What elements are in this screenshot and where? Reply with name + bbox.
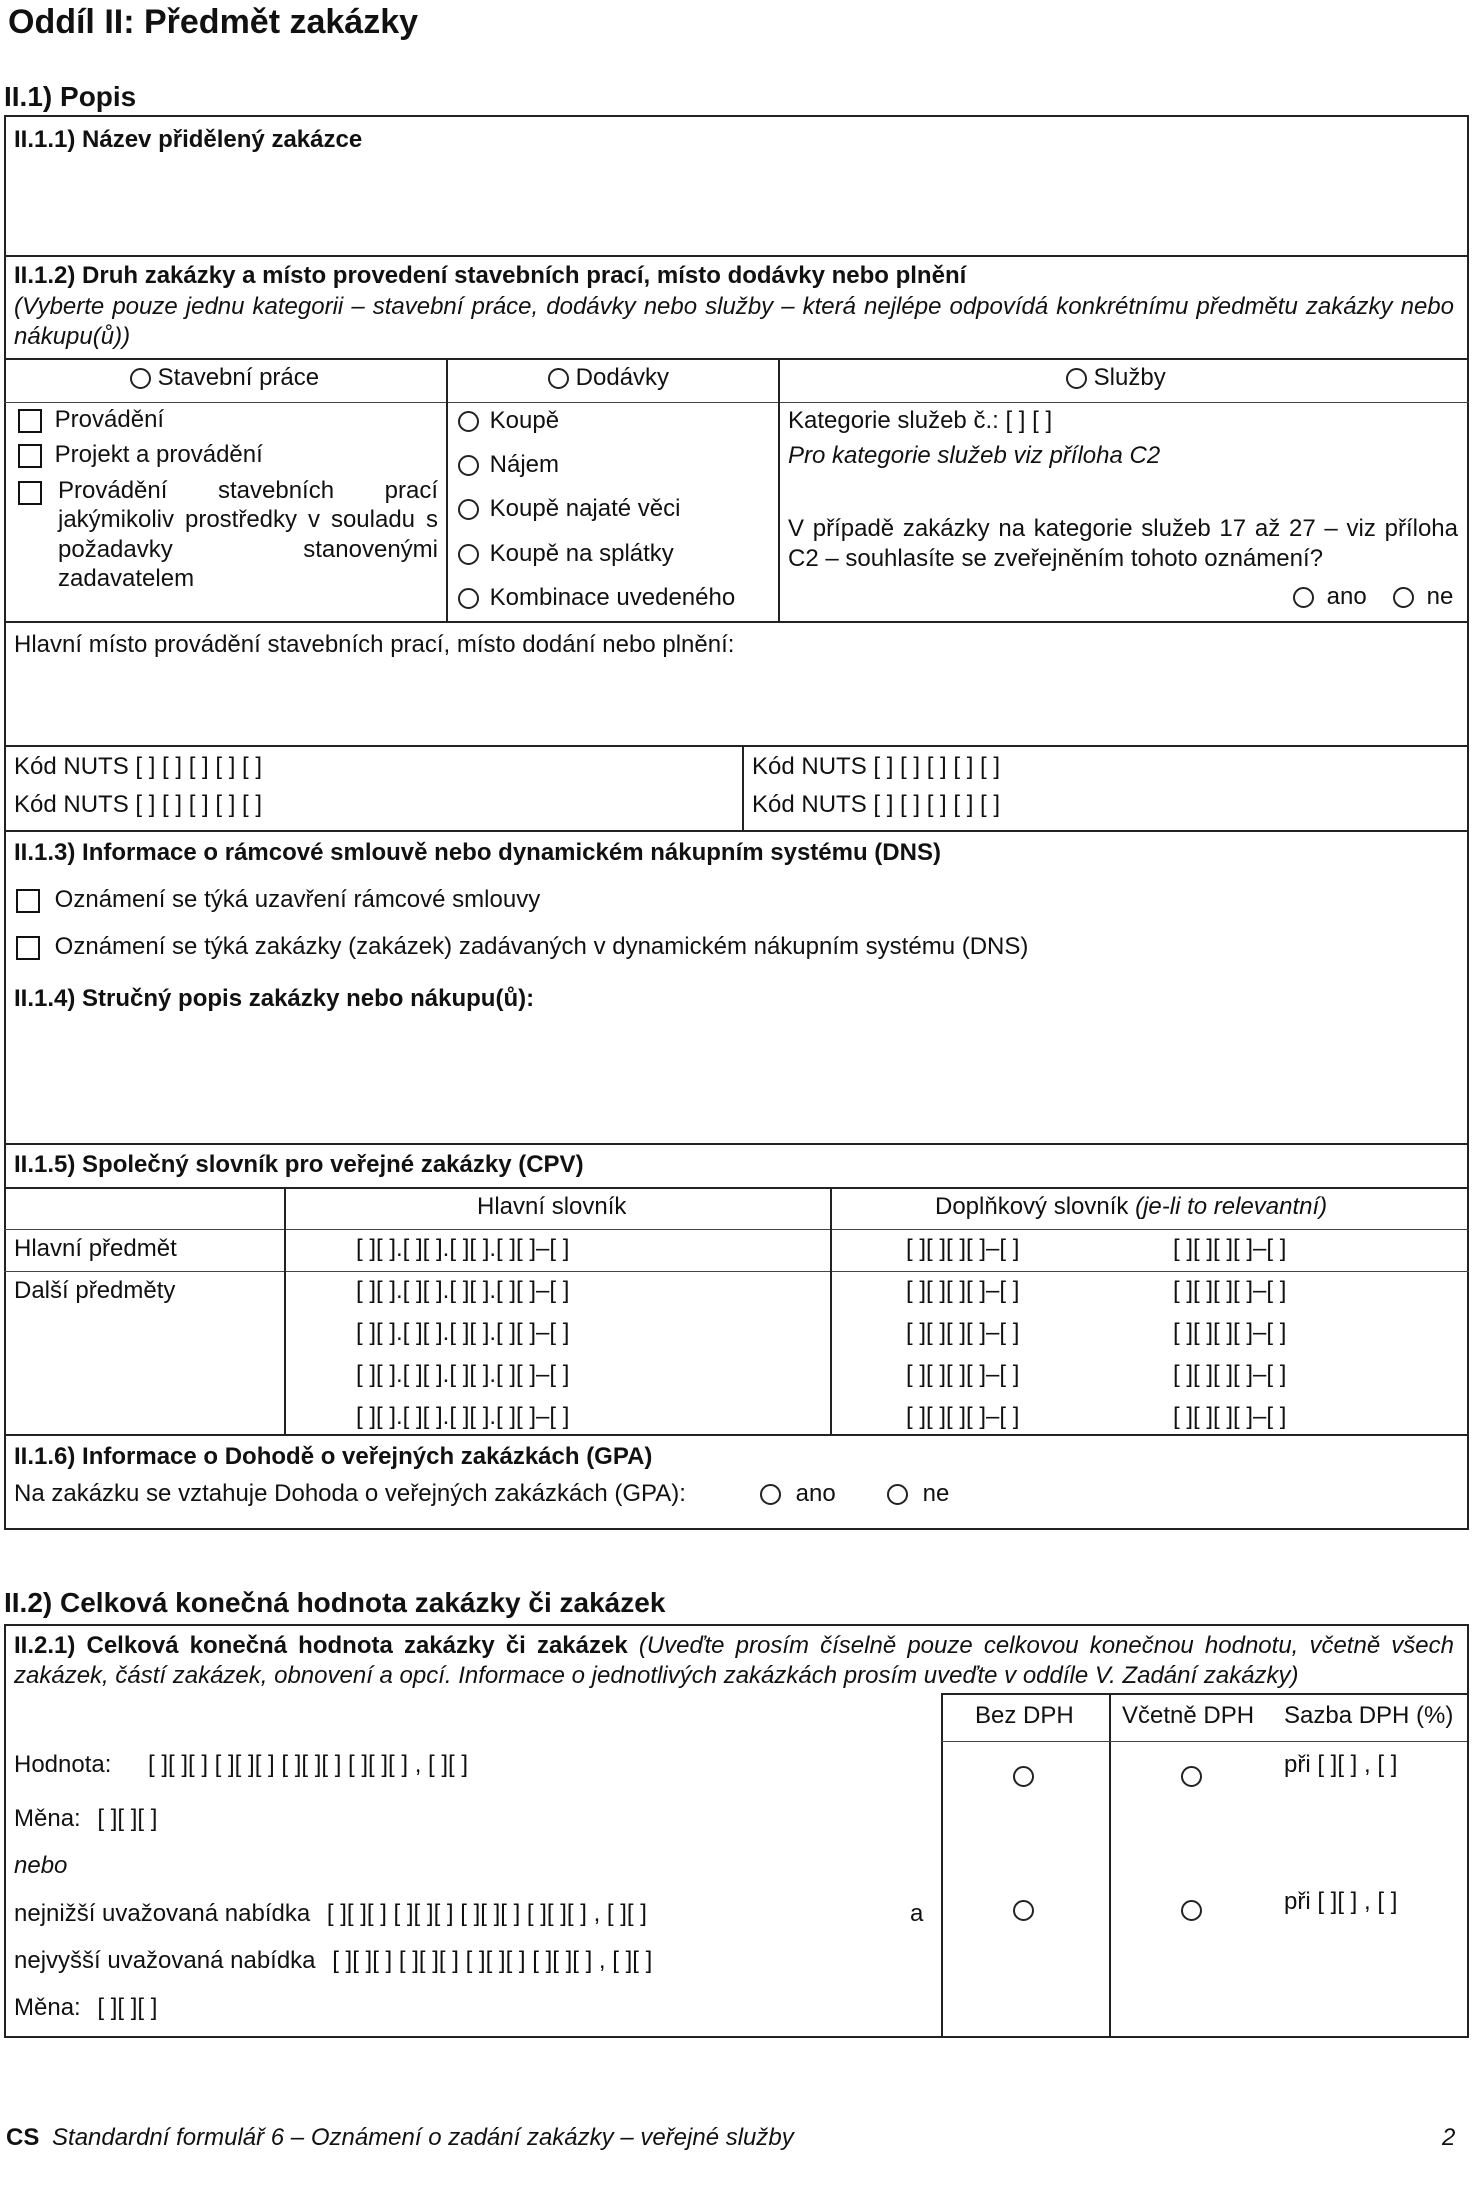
nuts-code: Kód NUTS [ ] [ ] [ ] [ ] [ ]: [752, 753, 1001, 780]
radio-ano[interactable]: [760, 1484, 781, 1505]
nejvyssi-code: [ ][ ][ ] [ ][ ][ ] [ ][ ][ ] [ ][ ][ ] , [ ][ ]: [332, 1947, 653, 1974]
nuts-code: Kód NUTS [ ] [ ] [ ] [ ] [ ]: [752, 791, 1001, 818]
cpv-supp-code: [ ][ ][ ][ ]–[ ]: [906, 1319, 1020, 1346]
radio[interactable]: [458, 455, 479, 476]
hodnota-label: Hodnota:: [14, 1751, 112, 1778]
cpv-supp-code: [ ][ ][ ][ ]–[ ]: [1173, 1403, 1287, 1430]
sluzby-kategorie: Kategorie služeb č.: [ ] [ ]: [788, 407, 1053, 434]
cpv-main-head: Hlavní slovník: [477, 1193, 627, 1220]
divider: [941, 1693, 1467, 1695]
divider: [4, 1434, 1469, 1436]
cpv-main-code: [ ][ ].[ ][ ].[ ][ ].[ ][ ]–[ ]: [356, 1403, 570, 1430]
divider: [941, 1741, 1467, 1742]
s111-title: II.1.1) Název přidělený zakázce: [14, 126, 363, 153]
nejvyssi-label: nejvyšší uvažovaná nabídka: [14, 1947, 316, 1974]
radio-bez-dph[interactable]: [1013, 1766, 1034, 1787]
radio-ano[interactable]: [1293, 587, 1314, 608]
s116-question: Na zakázku se vztahuje Dohoda o veřejných zakázkách (GPA):: [14, 1480, 686, 1507]
divider: [284, 1187, 286, 1435]
dod-item[interactable]: [458, 407, 559, 436]
hodnota-code: [ ][ ][ ] [ ][ ][ ] [ ][ ][ ] [ ][ ][ ] , [ ][ ]: [148, 1751, 469, 1778]
nejnizsi-label: nejnižší uvažovaná nabídka: [14, 1900, 311, 1927]
nejnizsi-row: [14, 1900, 647, 1929]
footer-form-name: Standardní formulář 6 – Oznámení o zadání zakázky – veřejné služby: [52, 2124, 794, 2151]
radio-stavebni[interactable]: [130, 368, 151, 389]
dod-item[interactable]: [458, 540, 674, 569]
dod-item-label: Koupě na splátky: [489, 540, 674, 567]
s116-title: II.1.6) Informace o Dohodě o veřejných zakázkách (GPA): [14, 1443, 653, 1470]
s221-title: II.2.1) Celková konečná hodnota zakázky či zakázek: [14, 1632, 628, 1659]
radio-sluzby[interactable]: [1066, 368, 1087, 389]
nuts-code: Kód NUTS [ ] [ ] [ ] [ ] [ ]: [14, 791, 263, 818]
hlavni-misto: Hlavní místo provádění stavebních prací, místo dodání nebo plnění:: [14, 631, 735, 658]
stav-item-label: Projekt a provádění: [54, 441, 263, 468]
checkbox[interactable]: [18, 481, 42, 505]
cpv-supp-code: [ ][ ][ ][ ]–[ ]: [906, 1277, 1020, 1304]
divider: [830, 1187, 832, 1435]
mena-label-text: Měna:: [14, 1805, 81, 1832]
ne-label: ne: [922, 1480, 950, 1507]
col-vcetne-dph: Včetně DPH: [1122, 1702, 1255, 1729]
cpv-supp-head-note: (je-li to relevantní): [1135, 1193, 1328, 1220]
mena-label: [14, 1994, 157, 2023]
radio[interactable]: [458, 588, 479, 609]
cpv-supp-head: [935, 1193, 1327, 1222]
mena-code: [ ][ ][ ]: [97, 1994, 158, 2021]
col-sazba-dph: Sazba DPH (%): [1284, 1702, 1454, 1729]
col-stavebni[interactable]: [130, 364, 319, 393]
nejvyssi-row: [14, 1947, 652, 1976]
dod-item[interactable]: [458, 495, 680, 524]
radio[interactable]: [458, 544, 479, 565]
s221-text: [14, 1631, 1454, 1691]
s221-note: (Uveďte prosím číselně pouze celkovou konečnou hodnotu, včetně všech zakázek, částí zakázek, obnovení a opcí. Informace o jednotlivých zakázkách prosím uveďte v oddíle V. Zadání zakázky): [14, 1632, 1455, 1689]
divider: [4, 402, 1469, 403]
cpv-supp-code: [ ][ ][ ][ ]–[ ]: [906, 1361, 1020, 1388]
cpv-supp-code: [ ][ ][ ][ ]–[ ]: [1173, 1319, 1287, 1346]
col-sluzby[interactable]: [1066, 364, 1166, 393]
cpv-main-code: [ ][ ].[ ][ ].[ ][ ].[ ][ ]–[ ]: [356, 1361, 570, 1388]
stav-item[interactable]: [18, 441, 263, 470]
frame-left: [4, 115, 6, 1530]
page-number: 2: [1442, 2124, 1456, 2151]
s113-option[interactable]: [16, 933, 1028, 962]
sazba-code: při [ ][ ] , [ ]: [1284, 1888, 1398, 1915]
divider: [4, 830, 1469, 832]
checkbox[interactable]: [16, 889, 40, 913]
divider: [4, 1271, 1469, 1272]
mena-label-text: Měna:: [14, 1994, 81, 2021]
cpv-supp-head-text: Doplňkový slovník: [935, 1193, 1129, 1220]
cpv-supp-code: [ ][ ][ ][ ]–[ ]: [906, 1235, 1020, 1262]
s113-title: II.1.3) Informace o rámcové smlouvě nebo dynamickém nákupním systému (DNS): [14, 839, 941, 866]
ne-label: ne: [1426, 583, 1454, 610]
ano-label: ano: [795, 1480, 836, 1507]
col-dodavky[interactable]: [548, 364, 669, 393]
hodnota-heading: II.2) Celková konečná hodnota zakázky či zakázek: [4, 1587, 666, 1618]
s113-option[interactable]: [16, 886, 540, 915]
divider: [4, 255, 1469, 257]
divider: [4, 1143, 1469, 1145]
frame2-bottom: [4, 2036, 1469, 2038]
checkbox[interactable]: [18, 409, 42, 433]
divider: [4, 745, 1469, 747]
cpv-supp-code: [ ][ ][ ][ ]–[ ]: [906, 1403, 1020, 1430]
dod-item-label: Koupě: [489, 407, 560, 434]
frame-bottom: [4, 1528, 1469, 1530]
divider: [778, 358, 780, 622]
radio-bez-dph[interactable]: [1013, 1900, 1034, 1921]
divider: [4, 358, 1469, 360]
sluzby-question: V případě zakázky na kategorie služeb 17 až 27 – viz příloha C2 – souhlasíte se zveřejněním tohoto oznámení?: [788, 515, 1458, 572]
col-dodavky-label: Dodávky: [575, 364, 670, 391]
divider: [941, 1693, 943, 2037]
cpv-main-code: [ ][ ].[ ][ ].[ ][ ].[ ][ ]–[ ]: [356, 1319, 570, 1346]
radio[interactable]: [458, 499, 479, 520]
frame2-left: [4, 1624, 6, 2038]
divider: [1109, 1693, 1111, 2037]
stav-item-label: Provádění: [54, 406, 165, 433]
nuts-code: Kód NUTS [ ] [ ] [ ] [ ] [ ]: [14, 753, 263, 780]
sluzby-ne[interactable]: [1393, 583, 1453, 612]
checkbox[interactable]: [18, 444, 42, 468]
divider: [742, 745, 744, 831]
a-label: a: [910, 1900, 924, 1927]
sazba-code: při [ ][ ] , [ ]: [1284, 1751, 1398, 1778]
ano-label: ano: [1326, 583, 1367, 610]
col-bez-dph: Bez DPH: [975, 1702, 1074, 1729]
gpa-ne[interactable]: [887, 1480, 949, 1509]
mena-code: [ ][ ][ ]: [97, 1805, 158, 1832]
cpv-supp-code: [ ][ ][ ][ ]–[ ]: [1173, 1235, 1287, 1262]
gpa-ano[interactable]: [760, 1480, 836, 1509]
dod-item-label: Nájem: [489, 451, 560, 478]
radio-ne[interactable]: [887, 1484, 908, 1505]
cpv-row-dalsi: Další předměty: [14, 1277, 176, 1304]
s112-title: II.1.2) Druh zakázky a místo provedení stavebních prací, místo dodávky nebo plnění: [14, 262, 967, 289]
checkbox[interactable]: [16, 936, 40, 960]
radio-ne[interactable]: [1393, 587, 1414, 608]
divider: [4, 1187, 1469, 1189]
cpv-supp-code: [ ][ ][ ][ ]–[ ]: [1173, 1277, 1287, 1304]
s114-title: II.1.4) Stručný popis zakázky nebo nákupu(ů):: [14, 985, 535, 1012]
stav-item[interactable]: [18, 406, 164, 435]
dod-item-label: Kombinace uvedeného: [489, 584, 736, 611]
radio-dodavky[interactable]: [548, 368, 569, 389]
footer: [6, 2124, 794, 2153]
frame2-top: [4, 1624, 1469, 1626]
divider: [4, 621, 1469, 623]
stav-item-label: Provádění stavebních prací jakýmikoliv prostředky v souladu s požadavky stanovenými zadavatelem: [58, 477, 438, 592]
dod-item[interactable]: [458, 451, 559, 480]
popis-heading: II.1) Popis: [4, 81, 137, 112]
frame-top: [4, 115, 1469, 117]
divider: [446, 358, 448, 622]
s113-option-label: Oznámení se týká zakázky (zakázek) zadávaných v dynamickém nákupním systému (DNS): [54, 933, 1029, 960]
dod-item[interactable]: [458, 584, 735, 613]
dod-item-label: Koupě najaté věci: [489, 495, 681, 522]
radio[interactable]: [458, 411, 479, 432]
nejnizsi-code: [ ][ ][ ] [ ][ ][ ] [ ][ ][ ] [ ][ ][ ] , [ ][ ]: [326, 1900, 647, 1927]
col-stavebni-label: Stavební práce: [157, 364, 320, 391]
radio-vcetne-dph[interactable]: [1181, 1766, 1202, 1787]
cpv-row-hlavni: Hlavní předmět: [14, 1235, 177, 1262]
sluzby-priloha: Pro kategorie služeb viz příloha C2: [788, 442, 1161, 469]
footer-lang: CS: [6, 2124, 40, 2151]
s115-title: II.1.5) Společný slovník pro veřejné zakázky (CPV): [14, 1151, 584, 1178]
frame2-right: [1467, 1624, 1469, 2038]
cpv-main-code: [ ][ ].[ ][ ].[ ][ ].[ ][ ]–[ ]: [356, 1235, 570, 1262]
cpv-main-code: [ ][ ].[ ][ ].[ ][ ].[ ][ ]–[ ]: [356, 1277, 570, 1304]
s112-note: (Vyberte pouze jednu kategorii – stavební práce, dodávky nebo služby – která nejlépe odpovídá konkrétnímu předmětu zakázky nebo nákupu(ů)): [14, 293, 1454, 350]
s113-option-label: Oznámení se týká uzavření rámcové smlouvy: [54, 886, 541, 913]
col-sluzby-label: Služby: [1093, 364, 1166, 391]
section-title: Oddíl II: Předmět zakázky: [8, 3, 419, 41]
divider: [4, 1229, 1469, 1230]
sluzby-ano[interactable]: [1293, 583, 1367, 612]
cpv-supp-code: [ ][ ][ ][ ]–[ ]: [1173, 1361, 1287, 1388]
nebo-label: nebo: [14, 1852, 68, 1879]
frame-right: [1467, 115, 1469, 1530]
mena-label: [14, 1805, 157, 1834]
radio-vcetne-dph[interactable]: [1181, 1900, 1202, 1921]
